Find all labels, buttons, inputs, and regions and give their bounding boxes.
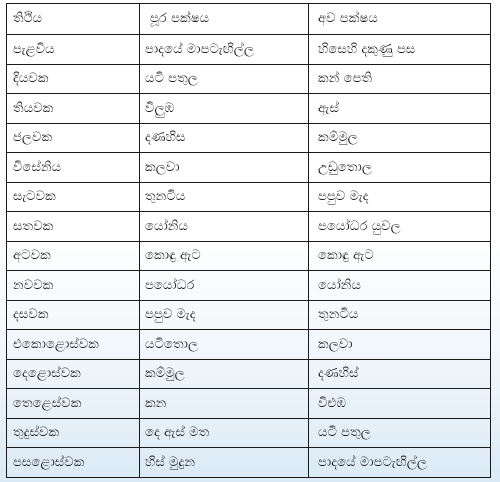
cell-waxing-part: යටි පතුල bbox=[140, 64, 309, 94]
cell-waning-part: උඩුතොල bbox=[309, 153, 491, 183]
cell-waning-part: පාදයේ මාපටැඟිල්ල bbox=[309, 448, 491, 478]
cell-waning-part: යෝනිය bbox=[309, 271, 491, 301]
table-row bbox=[7, 271, 491, 301]
cell-tithi: පසළොස්වක bbox=[7, 448, 140, 478]
cell-tithi: දියවක bbox=[7, 64, 140, 94]
cell-waxing-part: තුනටිය bbox=[140, 182, 309, 212]
cell-tithi: දසවක bbox=[7, 300, 140, 330]
cell-waxing-part: කන bbox=[140, 389, 309, 419]
cell-waxing-part: දෙ ඇස් මත bbox=[140, 418, 309, 448]
cell-tithi: තියවක bbox=[7, 94, 140, 124]
cell-waxing-part: විලුඹ bbox=[140, 94, 309, 124]
table-row bbox=[7, 153, 491, 183]
cell-waxing-part: පයෝධර bbox=[140, 271, 309, 301]
cell-waning-part: දණහිස් bbox=[309, 359, 491, 389]
cell-waning-part: කම්මුල bbox=[309, 123, 491, 153]
cell-tithi: පැළවිය bbox=[7, 35, 140, 65]
cell-waning-part: හිසෙහි දකුණු පස bbox=[309, 35, 491, 65]
table-row bbox=[7, 300, 491, 330]
table-row bbox=[7, 123, 491, 153]
table-row bbox=[7, 182, 491, 212]
table-row bbox=[7, 64, 491, 94]
cell-waning-part: පපුව මැද bbox=[309, 182, 491, 212]
tithi-body-parts-table bbox=[6, 3, 491, 478]
cell-waning-part: තුනටිය bbox=[309, 300, 491, 330]
cell-waxing-part: යෝනිය bbox=[140, 212, 309, 242]
cell-waxing-part: හිස් මුදුන bbox=[140, 448, 309, 478]
table-body bbox=[7, 35, 491, 478]
table-header bbox=[7, 4, 491, 35]
table-row bbox=[7, 448, 491, 478]
cell-waning-part: විළුඹ bbox=[309, 389, 491, 419]
cell-waning-part: පයෝධර යුවල bbox=[309, 212, 491, 242]
table-row bbox=[7, 389, 491, 419]
cell-waxing-part: යටිතොල bbox=[140, 330, 309, 360]
table-row bbox=[7, 330, 491, 360]
cell-tithi: තුදුස්වක bbox=[7, 418, 140, 448]
cell-tithi: නවවක bbox=[7, 271, 140, 301]
table-row bbox=[7, 35, 491, 65]
cell-tithi: එකොළොස්වක bbox=[7, 330, 140, 360]
cell-waxing-part: කොඳු ඇට bbox=[140, 241, 309, 271]
cell-tithi: විසේනිය bbox=[7, 153, 140, 183]
table-row bbox=[7, 94, 491, 124]
cell-tithi: දෙළොස්වක bbox=[7, 359, 140, 389]
cell-waning-part: කන් පෙති bbox=[309, 64, 491, 94]
cell-tithi: අටවක bbox=[7, 241, 140, 271]
cell-waning-part: කලවා bbox=[309, 330, 491, 360]
cell-waxing-part: කම්මුල bbox=[140, 359, 309, 389]
cell-tithi: සැටවක bbox=[7, 182, 140, 212]
cell-tithi: තෙළෙස්වක bbox=[7, 389, 140, 419]
header-waxing-phase: පූර පක්ෂය bbox=[140, 4, 309, 35]
cell-waning-part: කොඳු ඇට bbox=[309, 241, 491, 271]
cell-waning-part: යටි පතුල bbox=[309, 418, 491, 448]
table-row bbox=[7, 359, 491, 389]
cell-waxing-part: පපුව මැද bbox=[140, 300, 309, 330]
cell-waxing-part: කලවා bbox=[140, 153, 309, 183]
table-row bbox=[7, 418, 491, 448]
header-row bbox=[7, 4, 491, 35]
cell-tithi: සතවක bbox=[7, 212, 140, 242]
cell-waxing-part: පාදයේ මාපටැඟිල්ල bbox=[140, 35, 309, 65]
table-row bbox=[7, 212, 491, 242]
table-row bbox=[7, 241, 491, 271]
cell-tithi: ජලවක bbox=[7, 123, 140, 153]
header-waning-phase: අව පක්ෂය bbox=[309, 4, 491, 35]
header-tithi: තිථිය bbox=[7, 4, 140, 35]
cell-waning-part: ඇස් bbox=[309, 94, 491, 124]
cell-waxing-part: දණහිස bbox=[140, 123, 309, 153]
